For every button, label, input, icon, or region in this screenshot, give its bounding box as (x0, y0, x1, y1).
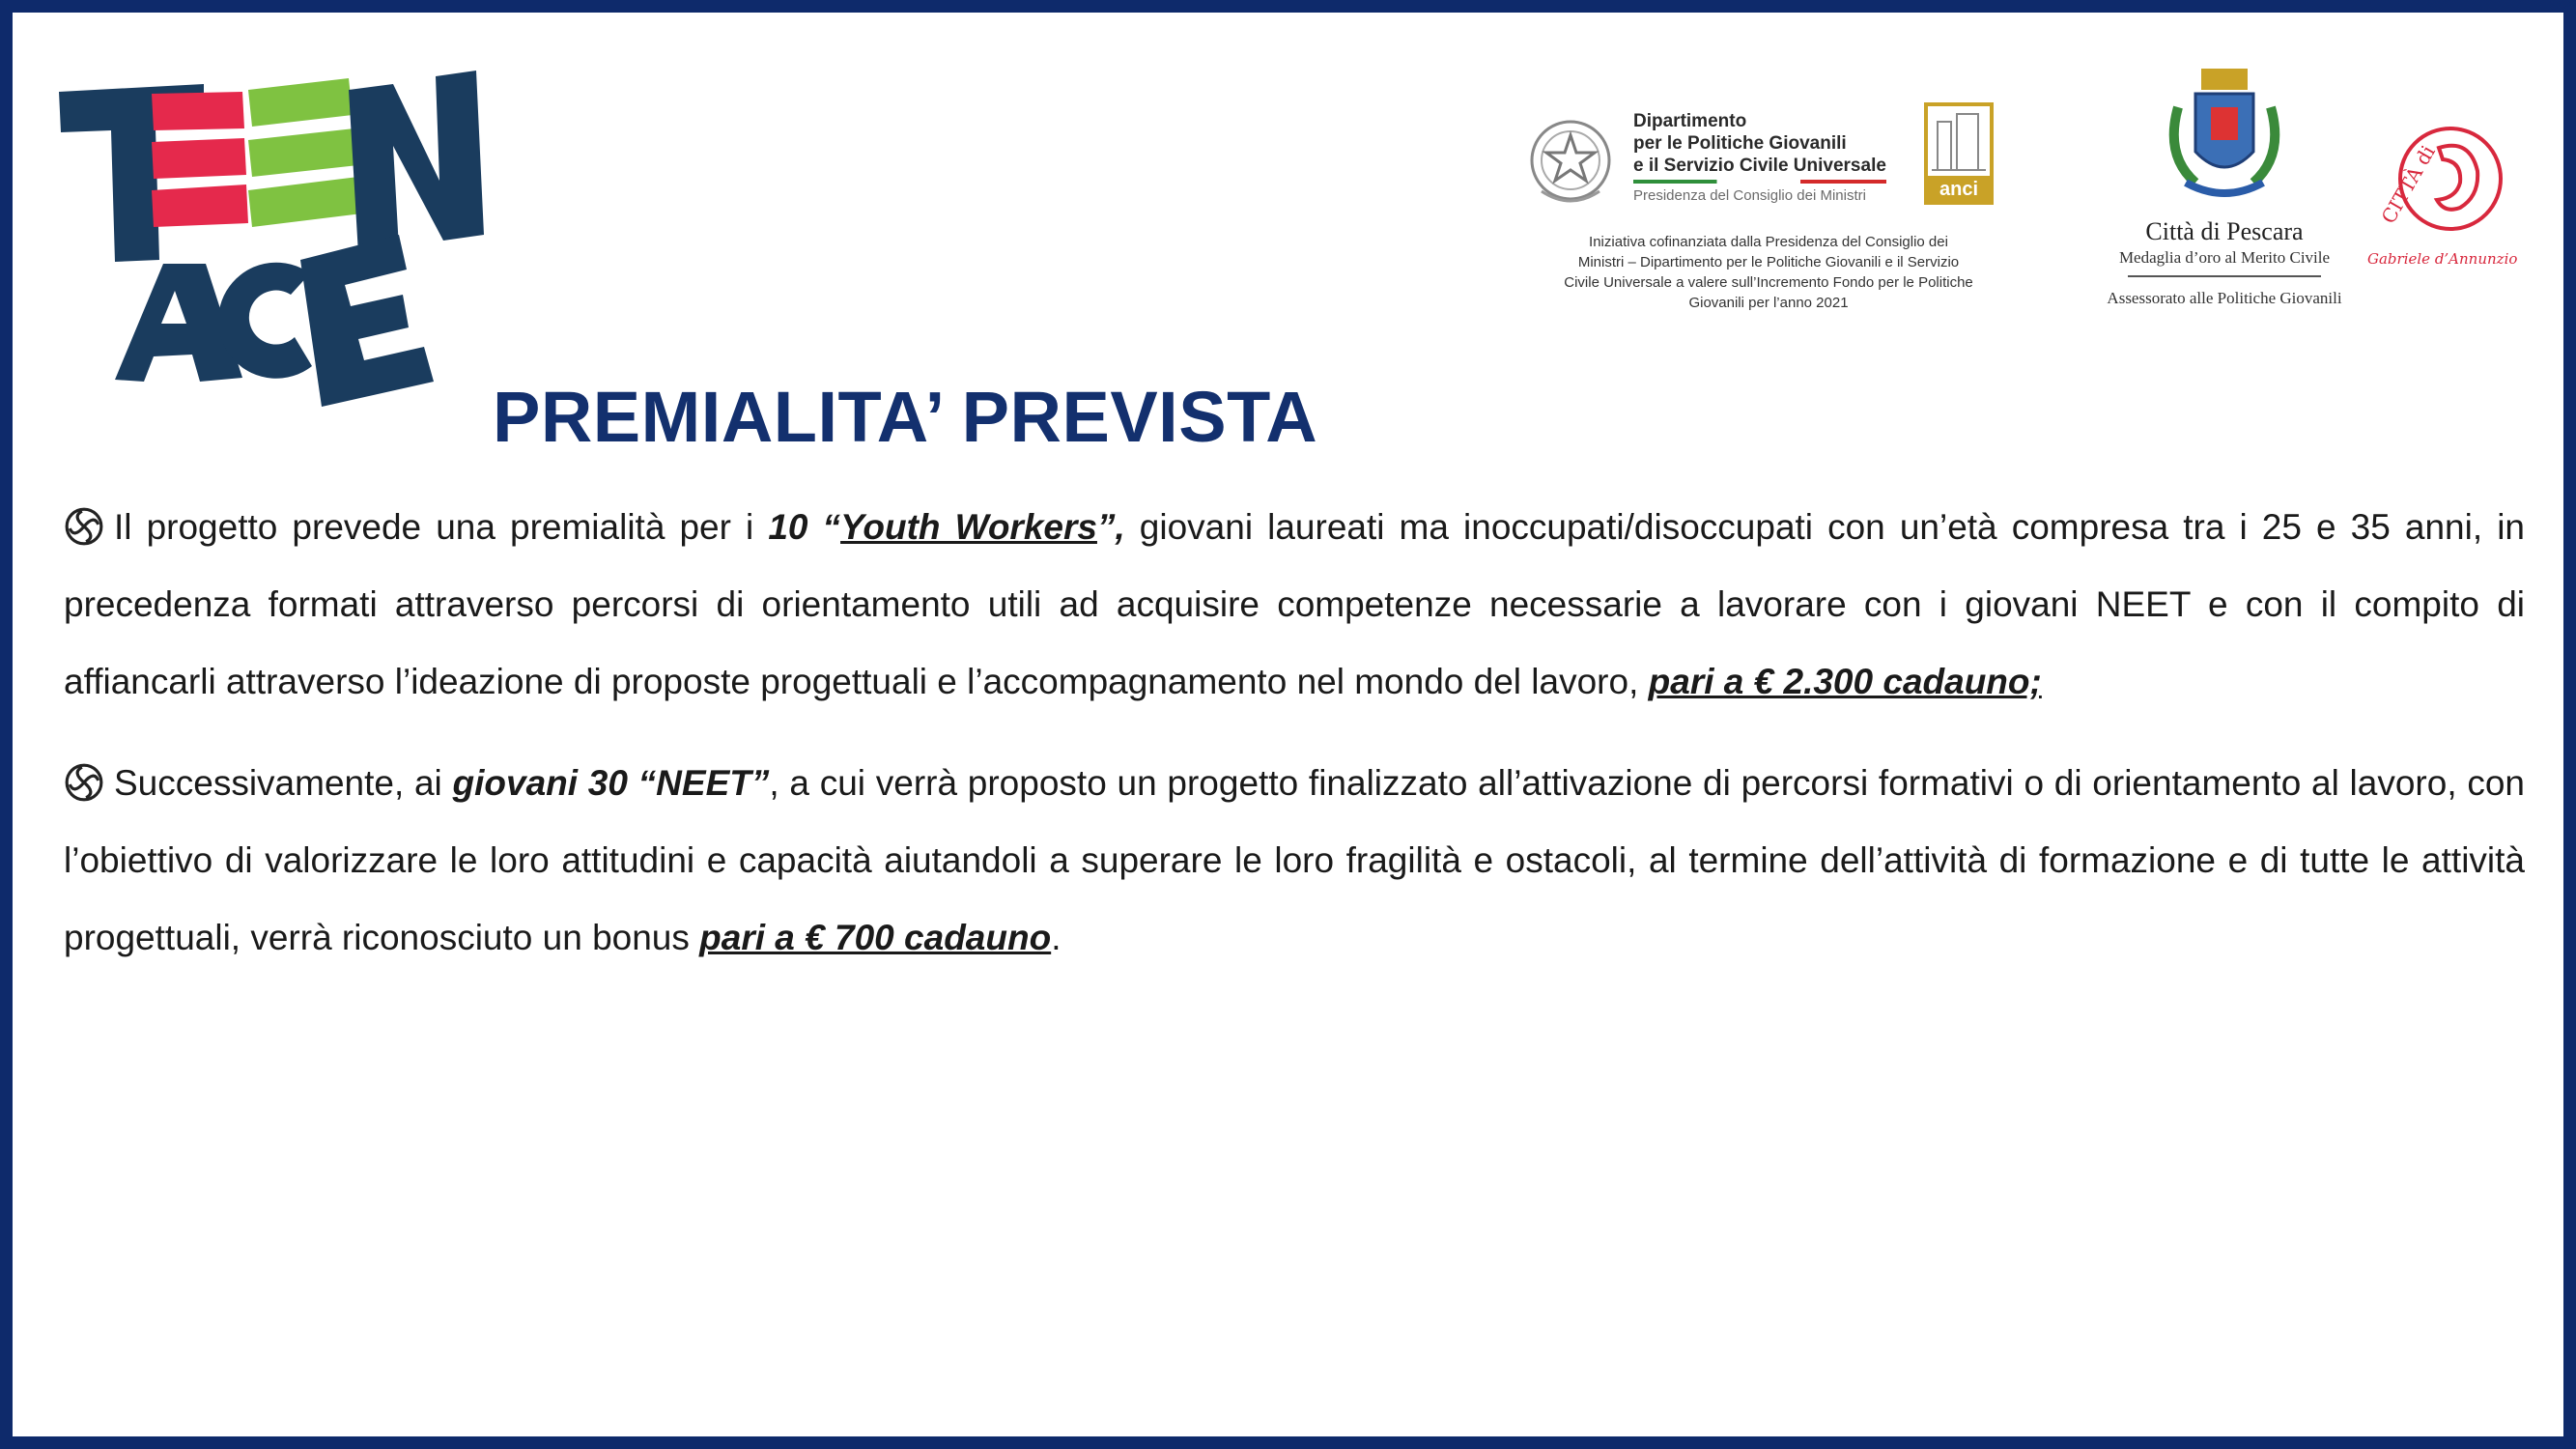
pescara-logo (2080, 69, 2369, 320)
page-title: PREMIALITA’ PREVISTA (493, 377, 1318, 457)
dipartimento-logo (1527, 95, 2029, 317)
anci-logo (1924, 102, 1994, 205)
paragraph-youth-workers (64, 489, 2525, 721)
swirl-bullet-icon (64, 506, 104, 547)
citta-dannunzio-logo (2364, 119, 2528, 283)
paragraph-neet (64, 745, 2525, 977)
cofinancing-note: Iniziativa cofinanziata dalla Presidenza del Consiglio dei Ministri – Dipartimento per le Politiche Giovanili e il Servizio Civile Universale a valere sull’Incremento Fondo per le Politiche Giovanili per l’anno 2021 (1564, 234, 1973, 311)
pescara-divider (2128, 275, 2321, 277)
dannunzio-label: CITTÀ di (2376, 141, 2440, 228)
italian-republic-emblem-icon (1527, 114, 1614, 211)
p1-text-2: giovani laureati ma inoccupati/disoccupati con un’età compresa tra i 25 e 35 anni, in precedenza formati attraverso percorsi di orientamento utili ad acquisire competenze necessarie a lavorare con i giovani NEET e con il compito di affiancarli attraverso l’ideazione di proposte progettuali e l’accompagnamento nel mondo del lavoro, (64, 507, 2525, 701)
dannunzio-signature: Gabriele d’Annunzio (2367, 250, 2518, 268)
dipartimento-name: Dipartimento per le Politiche Giovanili e il Servizio Civile Universale (1633, 111, 1886, 176)
p1-bold-1: 10 “Youth Workers”, (768, 507, 1125, 547)
dipartimento-subtitle: Presidenza del Consiglio dei Ministri (1633, 187, 1866, 204)
p2-text-2: , a cui verrà proposto un progetto finalizzato all’attivazione di percorsi formativi o di orientamento al lavoro, con l’obiettivo di valorizzare le loro attitudini e capacità aiutandoli a superare le loro fragilità e ostacoli, al termine dell’attività di formazione e di tutte le attività progettuali, verrà riconosciuto un bonus (64, 763, 2525, 957)
pescara-name: Città di Pescara (2145, 217, 2304, 245)
youth-workers-term: Youth Workers (840, 507, 1097, 547)
pescara-medal: Medaglia d’oro al Merito Civile (2118, 248, 2331, 267)
p1-amount: pari a € 2.300 cadauno; (1648, 662, 2042, 701)
anci-label: anci (1939, 179, 1979, 200)
teen-ace-logo (59, 71, 495, 407)
pescara-assessorato: Assessorato alle Politiche Giovanili (2107, 289, 2342, 307)
pescara-crest-icon (2157, 69, 2292, 209)
swirl-bullet-icon (64, 762, 104, 803)
p2-text-1: Successivamente, ai (114, 763, 453, 803)
tricolor-line (1633, 180, 1886, 184)
p2-amount: pari a € 700 cadauno (699, 918, 1052, 957)
slide (13, 13, 2563, 1436)
p2-neet-term: giovani 30 “NEET” (452, 763, 770, 803)
p2-text-3: . (1051, 918, 1062, 957)
p1-text-1: Il progetto prevede una premialità per i (114, 507, 769, 547)
